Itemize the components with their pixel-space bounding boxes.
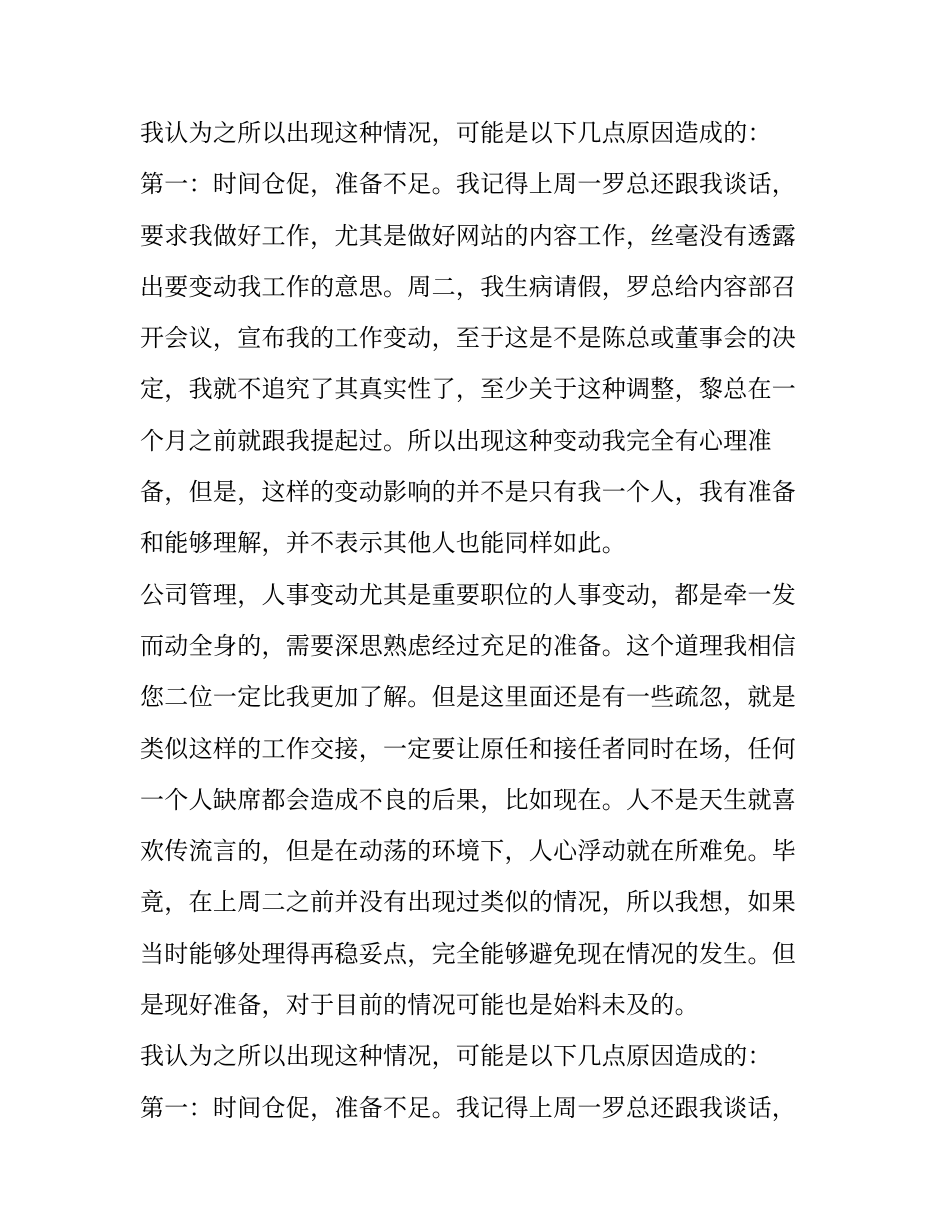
text-line: 您二位一定比我更加了解。但是这里面还是有一些疏忽，就是 (140, 683, 797, 712)
text-line: 定，我就不追究了其真实性了，至少关于这种调整，黎总在一 (140, 375, 797, 404)
text-line: 我认为之所以出现这种情况，可能是以下几点原因造成的： (140, 1042, 772, 1071)
text-line: 第一：时间仓促，准备不足。我记得上周一罗总还跟我谈话， (140, 1093, 797, 1122)
text-line: 公司管理，人事变动尤其是重要职位的人事变动，都是牵一发 (140, 580, 797, 609)
text-line: 竟，在上周二之前并没有出现过类似的情况，所以我想，如果 (140, 888, 797, 917)
text-line: 开会议，宣布我的工作变动，至于这是不是陈总或董事会的决 (140, 324, 797, 353)
text-line: 类似这样的工作交接，一定要让原任和接任者同时在场，任何 (140, 734, 797, 763)
text-line: 是现好准备，对于目前的情况可能也是始料未及的。 (140, 991, 699, 1020)
text-line: 个月之前就跟我提起过。所以出现这种变动我完全有心理准 (140, 426, 772, 455)
text-line: 一个人缺席都会造成不良的后果，比如现在。人不是天生就喜 (140, 785, 797, 814)
text-line: 备，但是，这样的变动影响的并不是只有我一个人，我有准备 (140, 478, 797, 507)
text-line: 而动全身的，需要深思熟虑经过充足的准备。这个道理我相信 (140, 631, 797, 660)
text-line: 出要变动我工作的意思。周二，我生病请假，罗总给内容部召 (140, 272, 797, 301)
text-line: 欢传流言的，但是在动荡的环境下，人心浮动就在所难免。毕 (140, 837, 797, 866)
text-line: 要求我做好工作，尤其是做好网站的内容工作，丝毫没有透露 (140, 221, 797, 250)
text-line: 和能够理解，并不表示其他人也能同样如此。 (140, 529, 626, 558)
text-line: 我认为之所以出现这种情况，可能是以下几点原因造成的： (140, 119, 772, 147)
text-line: 当时能够处理得再稳妥点，完全能够避免现在情况的发生。但 (140, 939, 797, 968)
document-body (140, 108, 820, 1134)
text-line: 第一：时间仓促，准备不足。我记得上周一罗总还跟我谈话， (140, 170, 797, 199)
